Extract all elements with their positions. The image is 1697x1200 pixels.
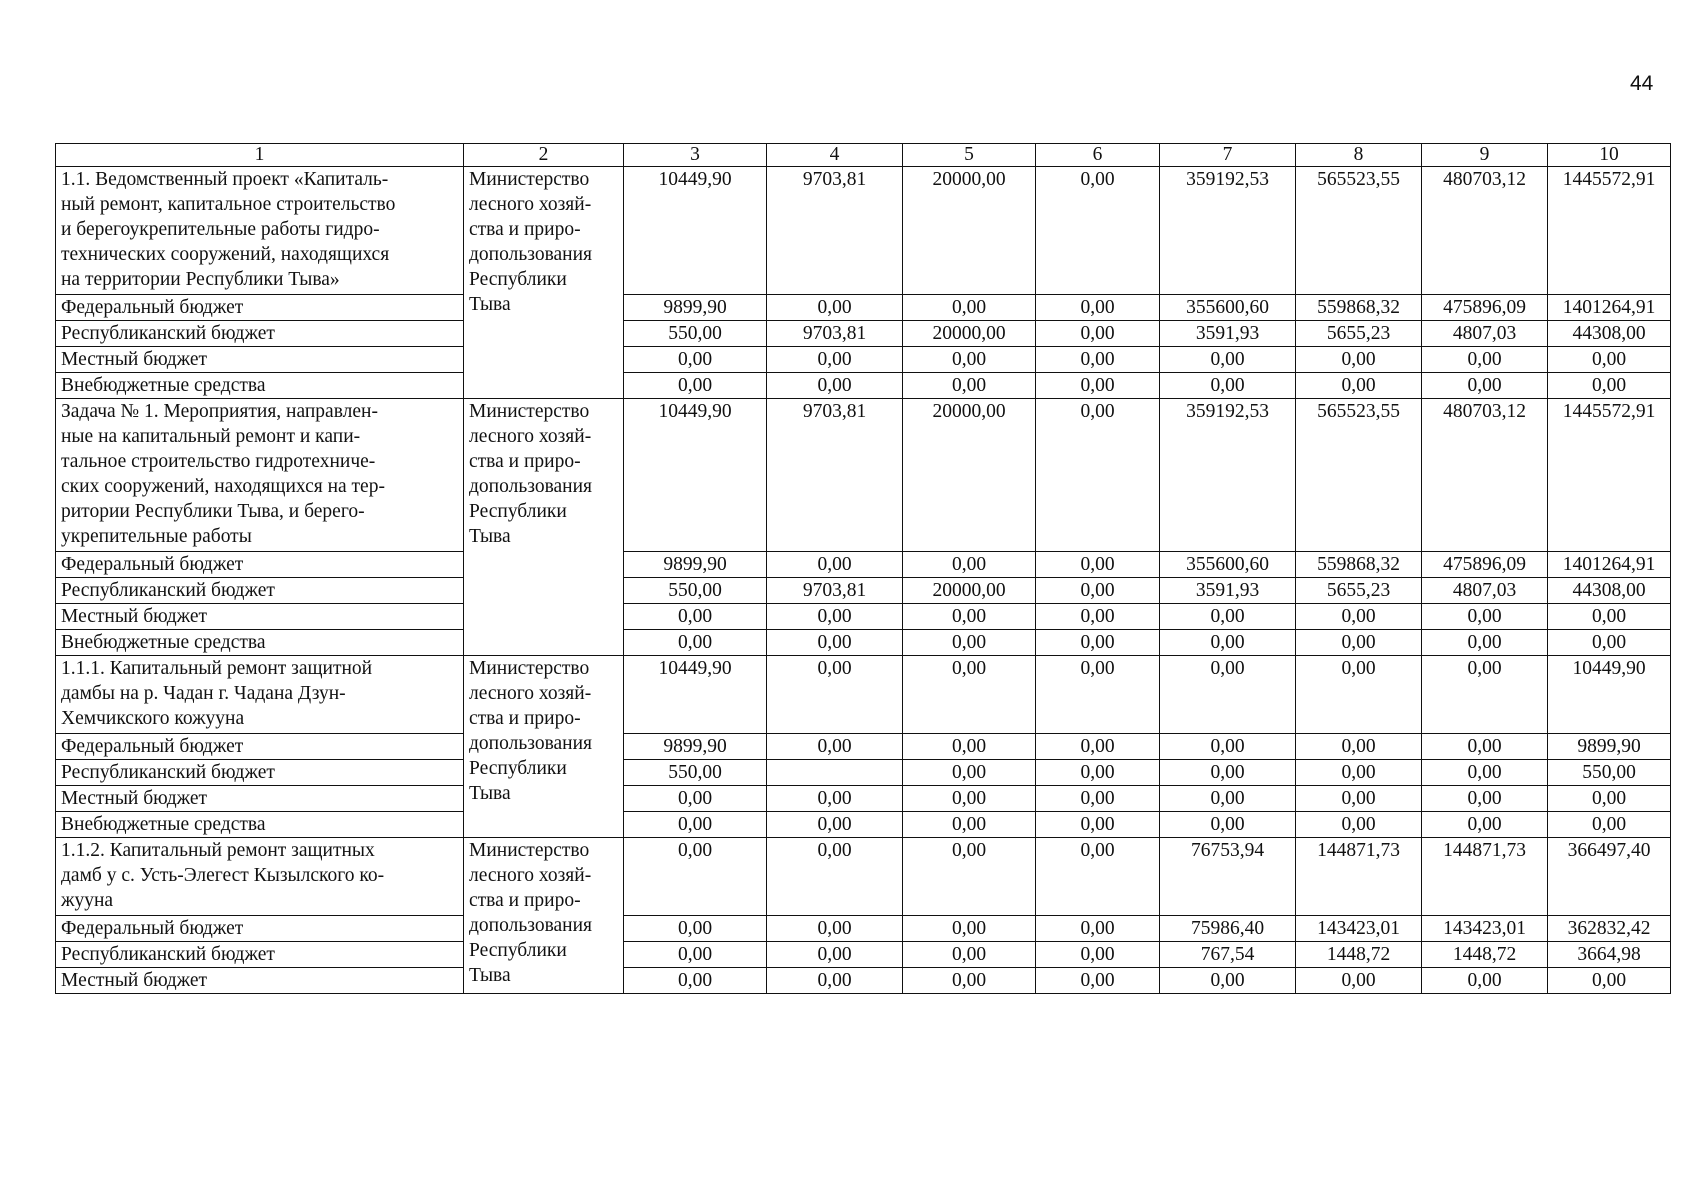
budget-value-cell: 559868,32 — [1296, 295, 1422, 321]
total-value-cell: 10449,90 — [624, 399, 767, 552]
section-title-line: Задача № 1. Мероприятия, направлен- — [61, 401, 378, 422]
budget-source-label: Местный бюджет — [56, 786, 464, 812]
budget-value-cell: 0,00 — [1036, 347, 1160, 373]
total-value-cell: 0,00 — [903, 656, 1036, 734]
executor-line: Республики — [469, 758, 567, 779]
budget-value-cell: 0,00 — [624, 812, 767, 838]
executor-line: лесного хозяй- — [469, 683, 592, 704]
budget-value-cell: 0,00 — [624, 942, 767, 968]
executor-cell — [464, 838, 624, 994]
budget-source-row — [56, 734, 1671, 760]
total-value-cell: 0,00 — [1036, 656, 1160, 734]
budget-source-label: Республиканский бюджет — [56, 760, 464, 786]
budget-value-cell: 9703,81 — [767, 578, 903, 604]
budget-value-cell: 475896,09 — [1422, 552, 1548, 578]
section-title-line: 1.1.1. Капитальный ремонт защитной — [61, 658, 373, 679]
section-title-line: тальное строительство гидротехниче- — [61, 451, 376, 472]
budget-value-cell: 0,00 — [903, 295, 1036, 321]
section-title-line: ских сооружений, находящихся на тер- — [61, 476, 385, 497]
budget-value-cell: 0,00 — [903, 812, 1036, 838]
executor-line: лесного хозяй- — [469, 426, 592, 447]
total-value-cell: 0,00 — [1422, 656, 1548, 734]
budget-source-label: Федеральный бюджет — [56, 916, 464, 942]
budget-value-cell: 0,00 — [903, 942, 1036, 968]
budget-value-cell: 0,00 — [1296, 968, 1422, 994]
budget-value-cell: 0,00 — [1296, 760, 1422, 786]
budget-source-row — [56, 295, 1671, 321]
budget-value-cell: 0,00 — [903, 552, 1036, 578]
section-title-line: ный ремонт, капитальное строительство — [61, 194, 396, 215]
budget-value-cell: 9899,90 — [1548, 734, 1671, 760]
budget-value-cell: 0,00 — [1422, 373, 1548, 399]
budget-value-cell: 550,00 — [624, 760, 767, 786]
budget-value-cell: 0,00 — [767, 968, 903, 994]
budget-value-cell: 0,00 — [1296, 630, 1422, 656]
budget-value-cell: 0,00 — [1422, 968, 1548, 994]
section-title-line: и берегоукрепительные работы гидро- — [61, 219, 380, 240]
budget-value-cell: 3664,98 — [1548, 942, 1671, 968]
budget-value-cell: 0,00 — [767, 942, 903, 968]
budget-value-cell: 0,00 — [1160, 604, 1296, 630]
total-value-cell: 0,00 — [767, 838, 903, 916]
column-header: 1 — [56, 144, 464, 167]
budget-value-cell — [767, 760, 903, 786]
section-title-line: технических сооружений, находящихся — [61, 244, 390, 265]
section-title-line: ритории Республики Тыва, и берего- — [61, 501, 365, 522]
budget-source-row — [56, 916, 1671, 942]
budget-value-cell: 1401264,91 — [1548, 295, 1671, 321]
executor-line: Министерство — [469, 169, 590, 190]
budget-value-cell: 0,00 — [1548, 604, 1671, 630]
executor-line: Тыва — [469, 526, 511, 547]
budget-value-cell: 44308,00 — [1548, 578, 1671, 604]
section-title-line: 1.1.2. Капитальный ремонт защитных — [61, 840, 375, 861]
budget-value-cell: 143423,01 — [1422, 916, 1548, 942]
budget-source-row — [56, 942, 1671, 968]
total-value-cell: 565523,55 — [1296, 399, 1422, 552]
section-title-line: ные на капитальный ремонт и капи- — [61, 426, 361, 447]
executor-cell — [464, 399, 624, 656]
budget-source-row — [56, 321, 1671, 347]
section-title-row — [56, 656, 1671, 734]
budget-value-cell: 0,00 — [903, 373, 1036, 399]
section-title-row — [56, 399, 1671, 552]
executor-line: Министерство — [469, 401, 590, 422]
budget-value-cell: 0,00 — [1160, 812, 1296, 838]
executor-cell — [464, 656, 624, 838]
budget-value-cell: 0,00 — [767, 630, 903, 656]
budget-value-cell: 0,00 — [903, 968, 1036, 994]
section-title-line: жууна — [61, 890, 114, 911]
total-value-cell: 0,00 — [624, 838, 767, 916]
executor-line: допользования — [469, 244, 593, 265]
budget-value-cell: 362832,42 — [1548, 916, 1671, 942]
executor-line: лесного хозяй- — [469, 865, 592, 886]
budget-value-cell: 0,00 — [903, 760, 1036, 786]
executor-line: допользования — [469, 733, 593, 754]
executor-line: ства и приро- — [469, 219, 581, 240]
budget-source-row — [56, 373, 1671, 399]
page-number: 44 — [1630, 72, 1654, 95]
total-value-cell: 0,00 — [767, 656, 903, 734]
budget-value-cell: 0,00 — [767, 552, 903, 578]
budget-value-cell: 0,00 — [1036, 552, 1160, 578]
budget-value-cell: 0,00 — [1160, 968, 1296, 994]
budget-value-cell: 9899,90 — [624, 295, 767, 321]
total-value-cell: 0,00 — [1296, 656, 1422, 734]
budget-value-cell: 0,00 — [1036, 373, 1160, 399]
budget-value-cell: 0,00 — [1036, 968, 1160, 994]
budget-value-cell: 1401264,91 — [1548, 552, 1671, 578]
budget-value-cell: 550,00 — [624, 321, 767, 347]
section-title — [56, 838, 464, 916]
budget-source-row — [56, 347, 1671, 373]
budget-source-label: Республиканский бюджет — [56, 321, 464, 347]
budget-value-cell: 0,00 — [1160, 347, 1296, 373]
budget-value-cell: 767,54 — [1160, 942, 1296, 968]
table-body — [56, 144, 1671, 994]
budget-value-cell: 0,00 — [1160, 373, 1296, 399]
section-title — [56, 399, 464, 552]
budget-value-cell: 0,00 — [1422, 630, 1548, 656]
budget-value-cell: 0,00 — [1296, 812, 1422, 838]
budget-value-cell: 0,00 — [1548, 373, 1671, 399]
budget-value-cell: 0,00 — [1036, 734, 1160, 760]
executor-line: Тыва — [469, 965, 511, 986]
section-title-line: укрепительные работы — [61, 526, 252, 547]
budget-source-label: Республиканский бюджет — [56, 942, 464, 968]
budget-value-cell: 9703,81 — [767, 321, 903, 347]
budget-value-cell: 0,00 — [1036, 760, 1160, 786]
budget-source-label: Местный бюджет — [56, 347, 464, 373]
column-header: 4 — [767, 144, 903, 167]
total-value-cell: 1445572,91 — [1548, 167, 1671, 295]
total-value-cell: 480703,12 — [1422, 399, 1548, 552]
total-value-cell: 0,00 — [1036, 167, 1160, 295]
total-value-cell: 144871,73 — [1296, 838, 1422, 916]
budget-value-cell: 0,00 — [767, 734, 903, 760]
column-header: 5 — [903, 144, 1036, 167]
column-header: 3 — [624, 144, 767, 167]
budget-table — [55, 143, 1671, 994]
budget-value-cell: 0,00 — [767, 295, 903, 321]
budget-value-cell: 9899,90 — [624, 734, 767, 760]
budget-value-cell: 0,00 — [1422, 734, 1548, 760]
budget-value-cell: 20000,00 — [903, 578, 1036, 604]
budget-value-cell: 0,00 — [1548, 812, 1671, 838]
total-value-cell: 20000,00 — [903, 167, 1036, 295]
budget-source-label: Внебюджетные средства — [56, 812, 464, 838]
budget-value-cell: 0,00 — [1036, 812, 1160, 838]
column-header: 6 — [1036, 144, 1160, 167]
budget-value-cell: 0,00 — [1036, 321, 1160, 347]
total-value-cell: 0,00 — [1036, 838, 1160, 916]
budget-value-cell: 0,00 — [903, 734, 1036, 760]
budget-value-cell: 0,00 — [767, 604, 903, 630]
budget-value-cell: 0,00 — [1036, 916, 1160, 942]
budget-source-row — [56, 968, 1671, 994]
executor-line: Тыва — [469, 294, 511, 315]
budget-value-cell: 3591,93 — [1160, 578, 1296, 604]
budget-value-cell: 0,00 — [903, 786, 1036, 812]
executor-line: Республики — [469, 269, 567, 290]
budget-source-label: Местный бюджет — [56, 968, 464, 994]
budget-value-cell: 0,00 — [1036, 295, 1160, 321]
total-value-cell: 366497,40 — [1548, 838, 1671, 916]
section-title-row — [56, 838, 1671, 916]
budget-value-cell: 0,00 — [903, 347, 1036, 373]
budget-source-row — [56, 760, 1671, 786]
total-value-cell: 359192,53 — [1160, 399, 1296, 552]
budget-value-cell: 0,00 — [1160, 630, 1296, 656]
budget-value-cell: 0,00 — [624, 630, 767, 656]
budget-source-label: Местный бюджет — [56, 604, 464, 630]
total-value-cell: 144871,73 — [1422, 838, 1548, 916]
budget-value-cell: 3591,93 — [1160, 321, 1296, 347]
budget-value-cell: 0,00 — [767, 916, 903, 942]
section-title-line: на территории Республики Тыва» — [61, 269, 340, 290]
budget-value-cell: 0,00 — [1548, 347, 1671, 373]
budget-value-cell: 0,00 — [903, 630, 1036, 656]
budget-value-cell: 0,00 — [1296, 373, 1422, 399]
budget-value-cell: 0,00 — [1548, 968, 1671, 994]
budget-value-cell: 550,00 — [1548, 760, 1671, 786]
budget-value-cell: 0,00 — [624, 347, 767, 373]
budget-value-cell: 1448,72 — [1422, 942, 1548, 968]
budget-value-cell: 0,00 — [1036, 604, 1160, 630]
budget-source-row — [56, 786, 1671, 812]
total-value-cell: 10449,90 — [1548, 656, 1671, 734]
budget-source-label: Внебюджетные средства — [56, 630, 464, 656]
budget-source-label: Республиканский бюджет — [56, 578, 464, 604]
budget-value-cell: 0,00 — [624, 373, 767, 399]
budget-value-cell: 5655,23 — [1296, 578, 1422, 604]
column-header: 2 — [464, 144, 624, 167]
budget-value-cell: 0,00 — [1548, 630, 1671, 656]
budget-value-cell: 0,00 — [767, 373, 903, 399]
total-value-cell: 480703,12 — [1422, 167, 1548, 295]
budget-value-cell: 5655,23 — [1296, 321, 1422, 347]
budget-source-row — [56, 630, 1671, 656]
budget-value-cell: 0,00 — [1160, 734, 1296, 760]
budget-value-cell: 0,00 — [1296, 604, 1422, 630]
budget-value-cell: 0,00 — [624, 786, 767, 812]
budget-value-cell: 44308,00 — [1548, 321, 1671, 347]
executor-line: лесного хозяй- — [469, 194, 592, 215]
budget-value-cell: 0,00 — [767, 347, 903, 373]
budget-value-cell: 0,00 — [1036, 578, 1160, 604]
column-header: 9 — [1422, 144, 1548, 167]
executor-line: допользования — [469, 476, 593, 497]
budget-value-cell: 0,00 — [1036, 942, 1160, 968]
executor-line: Министерство — [469, 840, 590, 861]
column-number-row — [56, 144, 1671, 167]
section-title-line: 1.1. Ведомственный проект «Капиталь- — [61, 169, 389, 190]
budget-value-cell: 75986,40 — [1160, 916, 1296, 942]
budget-value-cell: 0,00 — [1422, 347, 1548, 373]
section-title-line: дамбы на р. Чадан г. Чадана Дзун- — [61, 683, 346, 704]
budget-value-cell: 0,00 — [1036, 630, 1160, 656]
executor-line: ства и приро- — [469, 708, 581, 729]
column-header: 8 — [1296, 144, 1422, 167]
executor-cell — [464, 167, 624, 399]
budget-source-row — [56, 552, 1671, 578]
budget-value-cell: 559868,32 — [1296, 552, 1422, 578]
section-title — [56, 167, 464, 295]
budget-value-cell: 0,00 — [1160, 786, 1296, 812]
budget-source-label: Федеральный бюджет — [56, 295, 464, 321]
section-title-line: Хемчикского кожууна — [61, 708, 245, 729]
budget-source-label: Внебюджетные средства — [56, 373, 464, 399]
budget-value-cell: 0,00 — [903, 916, 1036, 942]
total-value-cell: 565523,55 — [1296, 167, 1422, 295]
total-value-cell: 76753,94 — [1160, 838, 1296, 916]
total-value-cell: 10449,90 — [624, 656, 767, 734]
budget-value-cell: 0,00 — [1422, 604, 1548, 630]
budget-source-label: Федеральный бюджет — [56, 734, 464, 760]
budget-value-cell: 0,00 — [624, 968, 767, 994]
executor-line: ства и приро- — [469, 451, 581, 472]
executor-line: допользования — [469, 915, 593, 936]
budget-value-cell: 0,00 — [624, 916, 767, 942]
budget-value-cell: 4807,03 — [1422, 578, 1548, 604]
executor-line: Республики — [469, 501, 567, 522]
executor-line: Тыва — [469, 783, 511, 804]
budget-source-row — [56, 604, 1671, 630]
budget-source-row — [56, 812, 1671, 838]
total-value-cell: 1445572,91 — [1548, 399, 1671, 552]
executor-line: Республики — [469, 940, 567, 961]
section-title-line: дамб у с. Усть-Элегест Кызылского ко- — [61, 865, 385, 886]
total-value-cell: 10449,90 — [624, 167, 767, 295]
budget-value-cell: 0,00 — [1422, 786, 1548, 812]
budget-value-cell: 9899,90 — [624, 552, 767, 578]
column-header: 7 — [1160, 144, 1296, 167]
total-value-cell: 9703,81 — [767, 399, 903, 552]
column-header: 10 — [1548, 144, 1671, 167]
budget-value-cell: 475896,09 — [1422, 295, 1548, 321]
section-title-row — [56, 167, 1671, 295]
total-value-cell: 20000,00 — [903, 399, 1036, 552]
budget-value-cell: 0,00 — [1296, 347, 1422, 373]
budget-value-cell: 20000,00 — [903, 321, 1036, 347]
budget-value-cell: 0,00 — [1160, 760, 1296, 786]
budget-value-cell: 0,00 — [767, 812, 903, 838]
total-value-cell: 359192,53 — [1160, 167, 1296, 295]
budget-value-cell: 143423,01 — [1296, 916, 1422, 942]
budget-source-row — [56, 578, 1671, 604]
budget-value-cell: 0,00 — [1422, 760, 1548, 786]
budget-value-cell: 0,00 — [767, 786, 903, 812]
budget-source-label: Федеральный бюджет — [56, 552, 464, 578]
budget-value-cell: 0,00 — [1296, 734, 1422, 760]
budget-value-cell: 1448,72 — [1296, 942, 1422, 968]
budget-value-cell: 0,00 — [1548, 786, 1671, 812]
budget-value-cell: 355600,60 — [1160, 295, 1296, 321]
executor-line: ства и приро- — [469, 890, 581, 911]
budget-value-cell: 0,00 — [1296, 786, 1422, 812]
budget-value-cell: 0,00 — [1422, 812, 1548, 838]
executor-line: Министерство — [469, 658, 590, 679]
total-value-cell: 0,00 — [903, 838, 1036, 916]
budget-value-cell: 550,00 — [624, 578, 767, 604]
budget-value-cell: 355600,60 — [1160, 552, 1296, 578]
total-value-cell: 9703,81 — [767, 167, 903, 295]
section-title — [56, 656, 464, 734]
total-value-cell: 0,00 — [1160, 656, 1296, 734]
budget-value-cell: 0,00 — [903, 604, 1036, 630]
budget-value-cell: 0,00 — [624, 604, 767, 630]
total-value-cell: 0,00 — [1036, 399, 1160, 552]
budget-value-cell: 4807,03 — [1422, 321, 1548, 347]
budget-value-cell: 0,00 — [1036, 786, 1160, 812]
